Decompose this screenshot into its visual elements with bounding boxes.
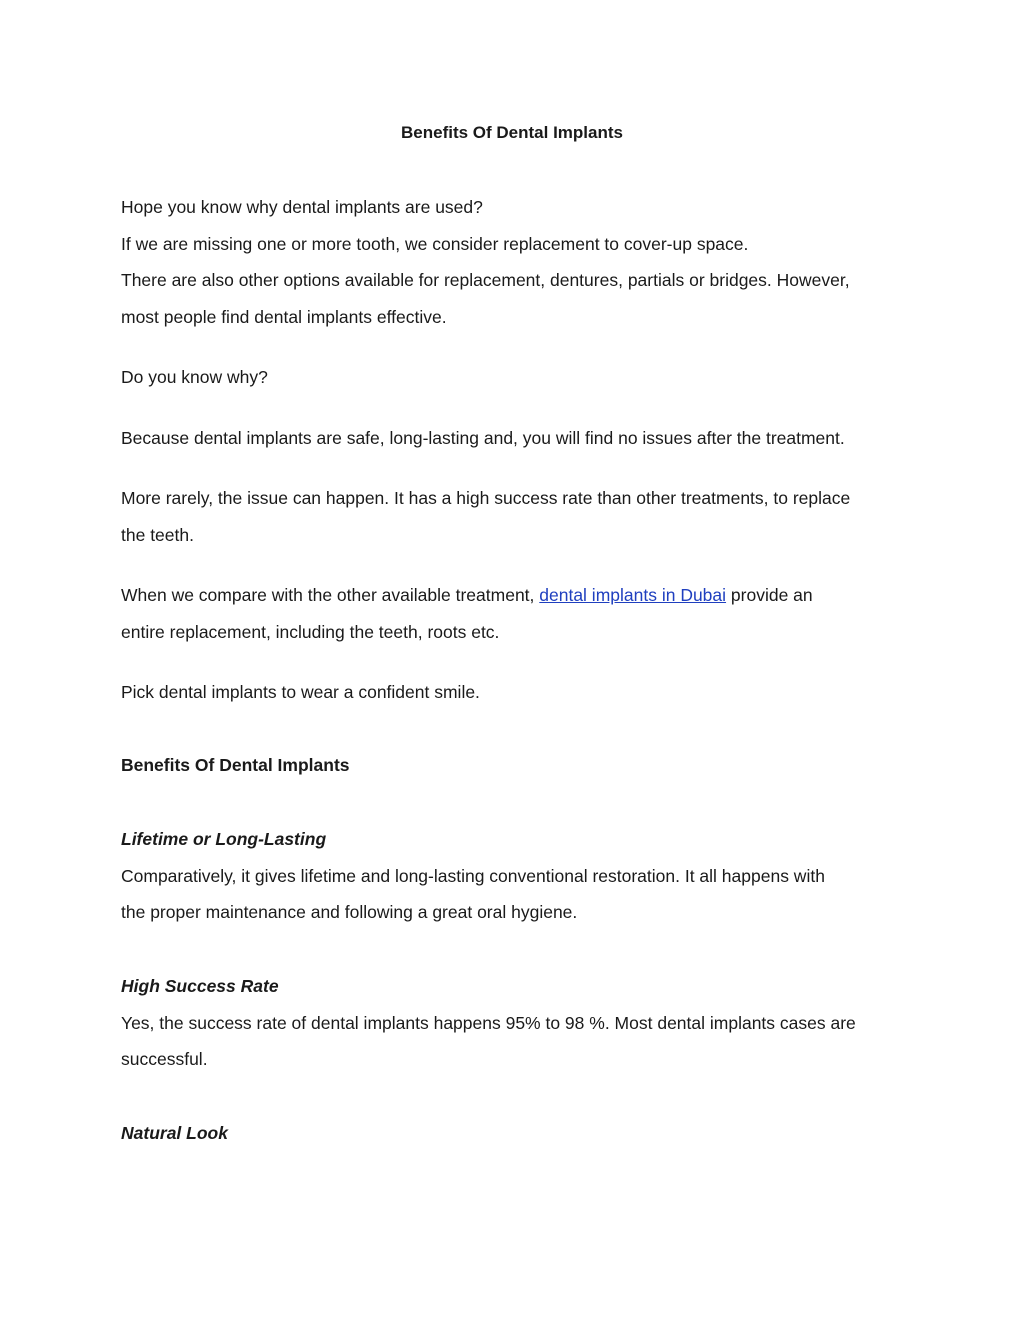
dental-implants-dubai-link[interactable]: dental implants in Dubai: [539, 585, 727, 605]
rarely-line-2: the teeth.: [121, 525, 194, 545]
document-title: Benefits Of Dental Implants: [401, 123, 623, 142]
benefit-heading-success-rate: High Success Rate: [121, 976, 279, 996]
because-paragraph: Because dental implants are safe, long-lasting and, you will find no issues after the treatment.: [121, 428, 845, 448]
benefit-heading-natural-look: Natural Look: [121, 1123, 228, 1143]
intro-line-1: Hope you know why dental implants are used?: [121, 197, 483, 217]
compare-line-1: [121, 584, 813, 606]
question-paragraph: Do you know why?: [121, 367, 268, 387]
benefit-success-line-1: Yes, the success rate of dental implants happens 95% to 98 %. Most dental implants cases are: [121, 1013, 856, 1033]
benefit-success-line-2: successful.: [121, 1049, 208, 1069]
intro-line-4: most people find dental implants effective.: [121, 307, 447, 327]
compare-text-after-link: provide an: [726, 585, 813, 605]
rarely-line-1: More rarely, the issue can happen. It has a high success rate than other treatments, to replace: [121, 488, 851, 508]
benefit-heading-lifetime: Lifetime or Long-Lasting: [121, 829, 327, 849]
benefit-lifetime-line-1: Comparatively, it gives lifetime and long-lasting conventional restoration. It all happens with: [121, 866, 825, 886]
benefit-lifetime-line-2: the proper maintenance and following a great oral hygiene.: [121, 902, 578, 922]
section-heading: Benefits Of Dental Implants: [121, 755, 350, 775]
pick-paragraph: Pick dental implants to wear a confident smile.: [121, 682, 480, 702]
intro-line-3: There are also other options available for replacement, dentures, partials or bridges. However,: [121, 270, 850, 290]
compare-text-before-link: When we compare with the other available treatment,: [121, 585, 540, 605]
intro-line-2: If we are missing one or more tooth, we consider replacement to cover-up space.: [121, 234, 749, 254]
compare-line-2: entire replacement, including the teeth, roots etc.: [121, 622, 500, 642]
